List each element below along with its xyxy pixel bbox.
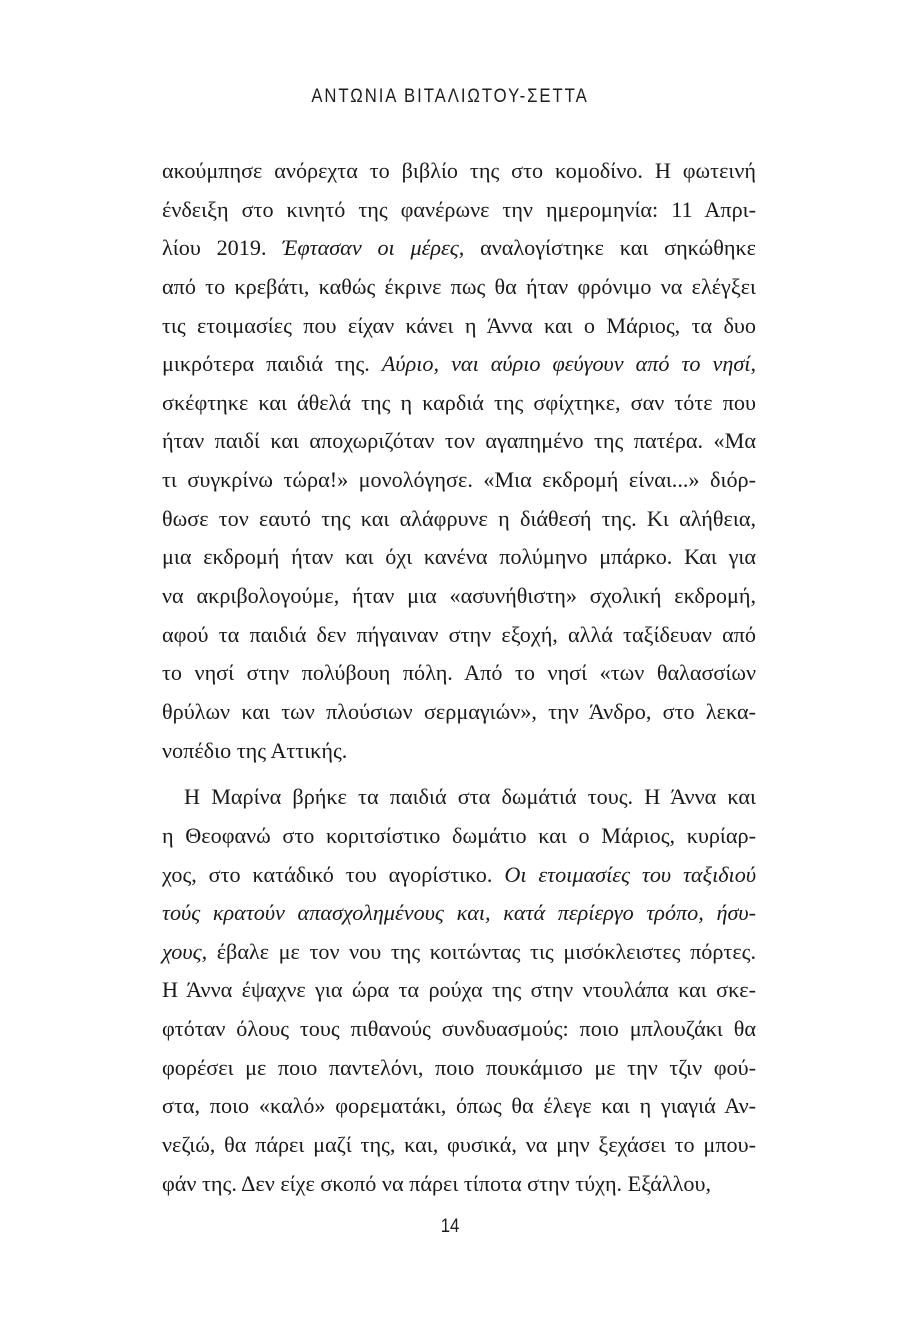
text-line xyxy=(162,654,756,693)
text-line xyxy=(162,461,756,500)
paragraph xyxy=(162,152,756,770)
text-line xyxy=(162,732,756,771)
text-line xyxy=(162,577,756,616)
text-run: , έβαλε με τον νου της κοιτώντας τις μισόκλειστες πόρτες. xyxy=(201,938,756,964)
text-line xyxy=(162,1165,756,1204)
text-run: το νησί στην πολύβουη πόλη. Από το νησί «των θαλασσίων xyxy=(162,660,756,686)
text-line xyxy=(162,307,756,346)
text-run: να ακριβολογούμε, ήταν μια «ασυνήθιστη» σχολική εκδρομή, xyxy=(162,583,756,609)
text-line xyxy=(162,1049,756,1088)
text-line xyxy=(162,693,756,732)
text-run: μια εκδρομή ήταν και όχι κανένα πολύμηνο μπάρκο. Και για xyxy=(162,544,756,570)
text-line xyxy=(162,856,756,895)
text-line xyxy=(162,152,756,191)
text-run: λίου 2019. xyxy=(162,235,283,261)
text-run: η Θεοφανώ στο κοριτσίστικο δωμάτιο και ο Μάριος, κυρίαρ- xyxy=(162,822,756,848)
text-line xyxy=(162,384,756,423)
text-run: , αναλογίστηκε και σηκώθηκε xyxy=(458,235,756,261)
text-run: αφού τα παιδιά δεν πήγαιναν στην εξοχή, αλλά ταξίδευαν από xyxy=(162,621,756,647)
text-line xyxy=(162,422,756,461)
body-text xyxy=(162,152,756,1203)
paragraph xyxy=(162,778,756,1203)
text-run: ήταν παιδί και αποχωριζόταν τον αγαπημένο της πατέρα. «Μα xyxy=(162,428,756,454)
text-run: Η Μαρίνα βρήκε τα παιδιά στα δωμάτιά τους. Η Άννα και xyxy=(184,784,756,810)
text-run: νοπέδιο της Αττικής. xyxy=(162,737,348,763)
text-line xyxy=(162,229,756,268)
text-line xyxy=(162,500,756,539)
text-line xyxy=(162,345,756,384)
text-run: φτόταν όλους τους πιθανούς συνδυασμούς: ποιο μπλουζάκι θα xyxy=(162,1016,756,1042)
text-line xyxy=(162,894,756,933)
text-run: μικρότερα παιδιά της. xyxy=(162,351,382,377)
italic-text: χους xyxy=(162,938,202,964)
text-run: θωσε τον εαυτό της και αλάφρυνε η διάθεσή της. Κι αλήθεια, xyxy=(162,505,756,531)
text-run: θρύλων και των πλούσιων σερμαγιών», την Άνδρο, στο λεκα- xyxy=(162,698,756,724)
italic-text: τούς κρατούν απασχολημένους και, κατά περίεργο τρόπο, ήσυ- xyxy=(162,900,756,926)
text-run: ακούμπησε ανόρεχτα το βιβλίο της στο κομοδίνο. Η φωτεινή xyxy=(162,158,756,183)
text-line xyxy=(162,971,756,1010)
italic-text: Οι ετοιμασίες του ταξιδιού xyxy=(504,861,756,887)
text-line xyxy=(162,191,756,230)
text-line xyxy=(162,1126,756,1165)
paragraph-gap xyxy=(162,770,756,778)
text-line xyxy=(162,616,756,655)
text-line xyxy=(162,1087,756,1126)
text-line xyxy=(162,778,756,817)
text-run: χος, στο κατάδικό του αγορίστικο. xyxy=(162,861,505,887)
text-run: νεζιώ, θα πάρει μαζί της, και, φυσικά, να μην ξεχάσει το μπου- xyxy=(162,1132,756,1158)
page-number: 14 xyxy=(440,1216,460,1237)
text-line xyxy=(162,933,756,972)
text-run: φάν της. Δεν είχε σκοπό να πάρει τίποτα στην τύχη. Εξάλλου, xyxy=(162,1170,712,1196)
text-run: ένδειξη στο κινητό της φανέρωνε την ημερομηνία: 11 Απρι- xyxy=(162,196,756,222)
text-run: στα, ποιο «καλό» φορεματάκι, όπως θα έλεγε και η γιαγιά Αν- xyxy=(162,1093,756,1119)
running-head-author: ΑΝΤΩΝΙΑ ΒΙΤΑΛΙΩΤΟΥ-ΣΕΤΤΑ xyxy=(311,86,589,107)
text-run: τι συγκρίνω τώρα!» μονολόγησε. «Μια εκδρομή είναι...» διόρ- xyxy=(162,467,756,493)
text-line xyxy=(162,1010,756,1049)
text-run: , xyxy=(750,351,756,377)
text-line xyxy=(162,817,756,856)
italic-text: Αύριο, ναι αύριο φεύγουν από το νησί xyxy=(381,351,751,377)
text-run: σκέφτηκε και άθελά της η καρδιά της σφίχτηκε, σαν τότε που xyxy=(162,389,756,415)
text-run: Η Άννα έψαχνε για ώρα τα ρούχα της στην ντουλάπα και σκε- xyxy=(162,977,756,1003)
text-line xyxy=(162,268,756,307)
text-run: φορέσει με ποιο παντελόνι, ποιο πουκάμισο με την τζιν φού- xyxy=(162,1054,756,1080)
text-run: από το κρεβάτι, καθώς έκρινε πως θα ήταν φρόνιμο να ελέγξει xyxy=(162,273,756,299)
italic-text: Έφτασαν οι μέρες xyxy=(282,235,459,261)
text-line xyxy=(162,538,756,577)
text-run: τις ετοιμασίες που είχαν κάνει η Άννα και ο Μάριος, τα δυο xyxy=(162,312,756,338)
